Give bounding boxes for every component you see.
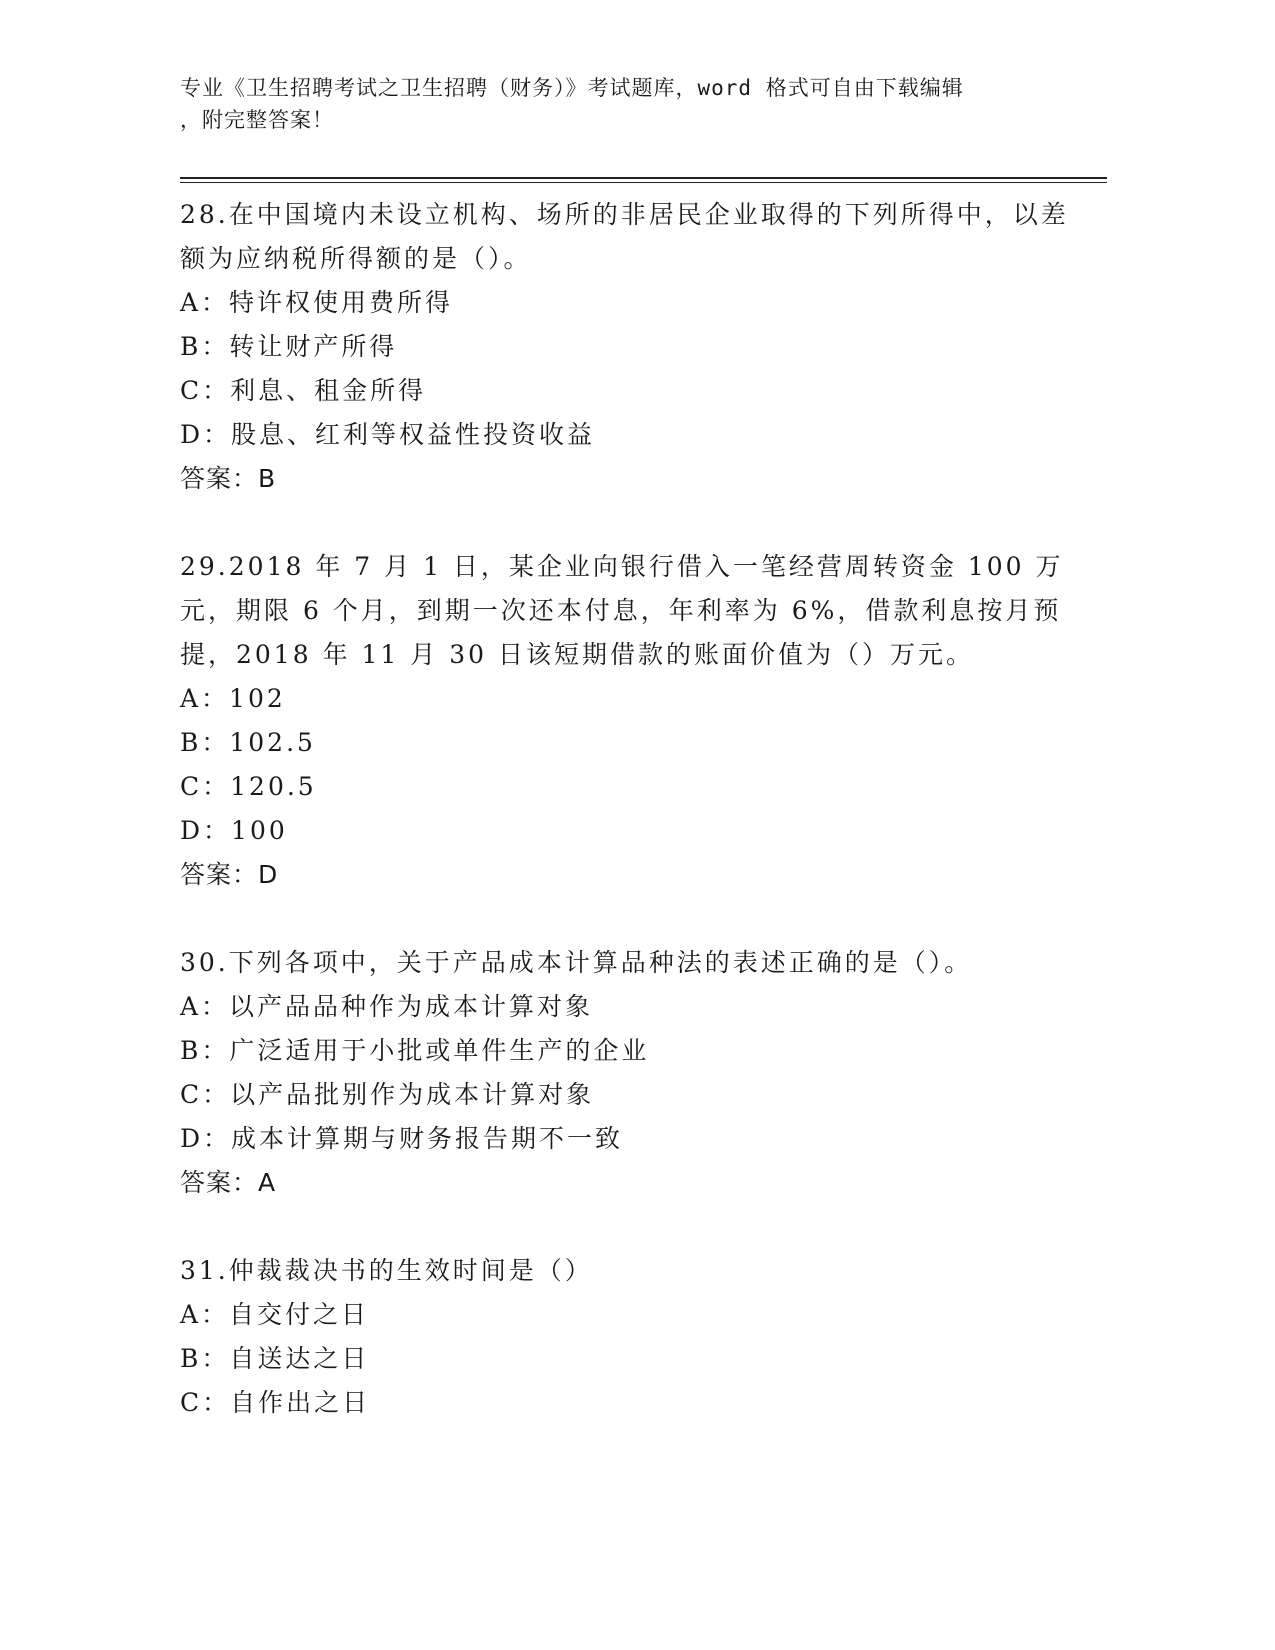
answer: 答案：A [180, 1168, 277, 1197]
question-30 [180, 941, 1080, 1205]
option-b: B：自送达之日 [180, 1344, 370, 1373]
option-a: A：以产品品种作为成本计算对象 [180, 992, 594, 1021]
option-d: D：成本计算期与财务报告期不一致 [180, 1124, 624, 1153]
question-text: 31.仲裁裁决书的生效时间是（） [180, 1256, 593, 1285]
header-divider-thin [180, 182, 1107, 183]
header-divider-thick [180, 177, 1107, 179]
option-a: A：特许权使用费所得 [180, 288, 454, 317]
option-c: C：120.5 [180, 772, 317, 801]
header-line-1: 专业《卫生招聘考试之卫生招聘（财务）》考试题库，word 格式可自由下载编辑 [180, 76, 964, 100]
option-a: A：102 [180, 684, 286, 713]
option-d: D：100 [180, 816, 288, 845]
question-29 [180, 545, 1080, 897]
option-c: C：利息、租金所得 [180, 376, 427, 405]
option-c: C：以产品批别作为成本计算对象 [180, 1080, 595, 1109]
option-a: A：自交付之日 [180, 1300, 370, 1329]
option-b: B：转让财产所得 [180, 332, 398, 361]
option-c: C：自作出之日 [180, 1388, 371, 1417]
question-text: 30.下列各项中，关于产品成本计算品种法的表述正确的是（）。 [180, 948, 973, 977]
question-28 [180, 193, 1080, 501]
document-header [180, 72, 1060, 136]
option-d: D：股息、红利等权益性投资收益 [180, 420, 596, 449]
option-b: B：广泛适用于小批或单件生产的企业 [180, 1036, 650, 1065]
question-31 [180, 1249, 1080, 1425]
question-text: 29.2018 年 7 月 1 日，某企业向银行借入一笔经营周转资金 100 万元，期限 6 个月，到期一次还本付息，年利率为 6%，借款利息按月预提，2018 年 11 月 30 日该短期借款的账面价值为（）万元。 [180, 552, 1064, 669]
header-line-2: ，附完整答案！ [180, 108, 334, 132]
question-text: 28.在中国境内未设立机构、场所的非居民企业取得的下列所得中，以差额为应纳税所得额的是（）。 [180, 200, 1069, 273]
answer: 答案：B [180, 464, 277, 493]
question-list [180, 193, 1080, 1469]
option-b: B：102.5 [180, 728, 316, 757]
answer: 答案：D [180, 860, 279, 889]
